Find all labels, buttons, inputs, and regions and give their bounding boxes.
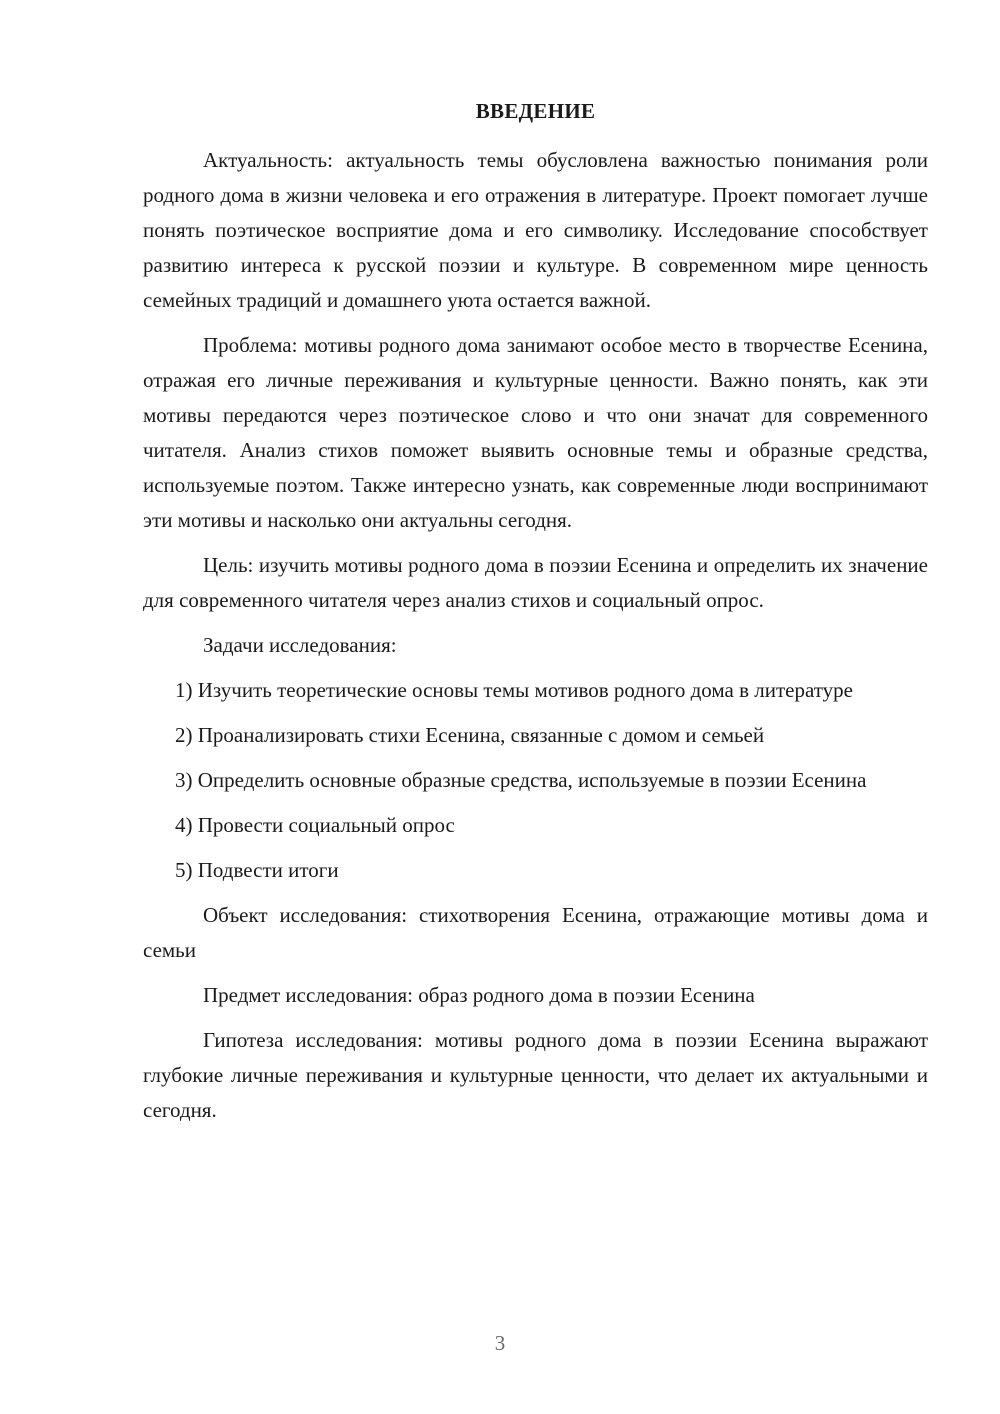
paragraph-subject: Предмет исследования: образ родного дома в поэзии Есенина: [203, 983, 755, 1007]
task-item-4: 4) Провести социальный опрос: [175, 813, 455, 837]
task-item-1: 1) Изучить теоретические основы темы мотивов родного дома в литературе: [175, 678, 853, 702]
paragraph-object: Объект исследования: стихотворения Есенина, отражающие мотивы дома и семьи: [143, 903, 928, 962]
page-number: 3: [494, 1331, 506, 1355]
paragraph-problem: Проблема: мотивы родного дома занимают особое место в творчестве Есенина, отражая его личные переживания и культурные ценности. Важно понять, как эти мотивы передаются через поэтическое слово и что они значат для современного читателя. Анализ стихов поможет выявить основные темы и образные средства, используемые поэтом. Также интересно узнать, как современные люди воспринимают эти мотивы и насколько они актуальны сегодня.: [143, 333, 928, 532]
task-item-5: 5) Подвести итоги: [175, 858, 339, 882]
paragraph-relevance: Актуальность: актуальность темы обусловлена важностью понимания роли родного дома в жизни человека и его отражения в литературе. Проект помогает лучше понять поэтическое восприятие дома и его символику. Исследование способствует развитию интереса к русской поэзии и культуре. В современном мире ценность семейных традиций и домашнего уюта остается важной.: [143, 148, 928, 312]
task-item-2: 2) Проанализировать стихи Есенина, связанные с домом и семьей: [175, 723, 765, 747]
tasks-heading: Задачи исследования:: [203, 633, 397, 657]
document-page: [143, 94, 928, 1138]
page-title: ВВЕДЕНИЕ: [475, 99, 596, 123]
task-item-3: 3) Определить основные образные средства, используемые в поэзии Есенина: [175, 768, 867, 792]
paragraph-hypothesis: Гипотеза исследования: мотивы родного дома в поэзии Есенина выражают глубокие личные переживания и культурные ценности, что делает их актуальными и сегодня.: [143, 1028, 928, 1122]
paragraph-goal: Цель: изучить мотивы родного дома в поэзии Есенина и определить их значение для современного читателя через анализ стихов и социальный опрос.: [143, 553, 928, 612]
